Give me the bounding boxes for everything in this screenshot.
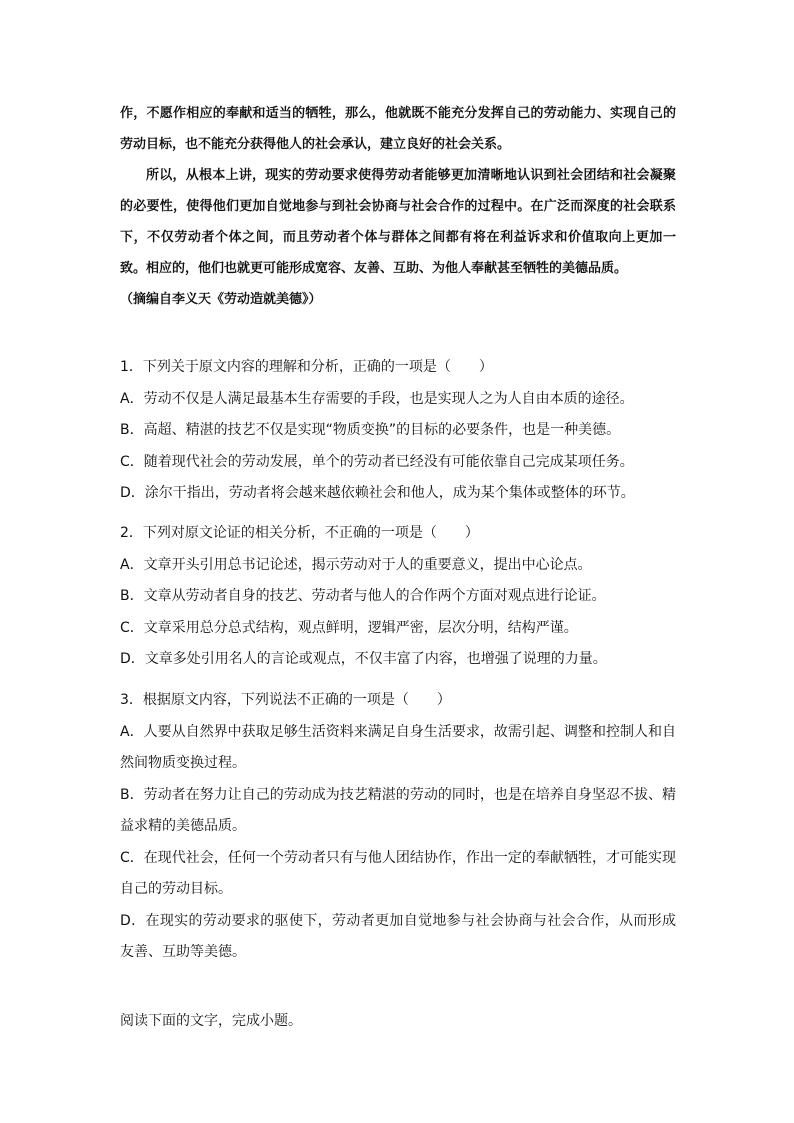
question-stem: 1．下列关于原文内容的理解和分析，正确的一项是（ ） — [120, 359, 493, 375]
option-c: C．随着现代社会的劳动发展，单个的劳动者已经没有可能依靠自己完成某项任务。 — [120, 453, 634, 470]
question-1 — [120, 352, 676, 510]
question-2 — [120, 518, 676, 676]
option-a: A．文章开头引用总书记论述，揭示劳动对于人的重要意义，提出中心论点。 — [120, 556, 592, 573]
passage-source: （摘编自李义天《劳动造就美德》） — [120, 292, 322, 307]
option-b: B．文章从劳动者自身的技艺、劳动者与他人的合作两个方面对观点进行论证。 — [120, 588, 606, 604]
passage-paragraph: 所以，从根本上讲，现实的劳动要求使得劳动者能够更加清晰地认识到社会团结和社会凝聚的必要性，使得他们更加自觉地参与到社会协商与社会合作的过程中。在广泛而深度的社会联系下，不仅劳动者个体之间，而且劳动者个体与群体之间都有将在利益诉求和价值取向上更加一致。相应的，他们也就更可能形成宽容、友善、互助、为他人奉献甚至牺牲的美德品质。 — [120, 168, 676, 276]
option-a: A．人要从自然界中获取足够生活资料来满足自身生活要求，故需引起、调整和控制人和自然间物质变换过程。 — [120, 723, 676, 771]
question-3 — [120, 685, 676, 969]
option-d: D．在现实的劳动要求的驱使下，劳动者更加自觉地参与社会协商与社会合作，从而形成友善、互助等美德。 — [120, 912, 676, 960]
option-c: C．文章采用总分总式结构，观点鲜明，逻辑严密，层次分明，结构严谨。 — [120, 619, 578, 636]
option-c: C．在现代社会，任何一个劳动者只有与他人团结协作，作出一定的奉献牺牲，才可能实现自己的劳动目标。 — [120, 849, 676, 897]
option-d: D．文章多处引用名人的言论或观点，不仅丰富了内容，也增强了说理的力量。 — [120, 651, 607, 667]
question-stem: 3．根据原文内容，下列说法不正确的一项是（ ） — [120, 692, 451, 708]
question-stem: 2．下列对原文论证的相关分析，不正确的一项是（ ） — [120, 525, 479, 541]
option-b: B．高超、精湛的技艺不仅是实现“物质变换”的目标的必要条件，也是一种美德。 — [120, 422, 621, 438]
option-b: B．劳动者在努力让自己的劳动成为技艺精湛的劳动的同时，也是在培养自身坚忍不拔、精益求精的美德品质。 — [120, 786, 676, 834]
option-a: A．劳动不仅是人满足最基本生存需要的手段，也是实现人之为人自由本质的途径。 — [120, 390, 634, 407]
option-d: D．涂尔干指出，劳动者将会越来越依赖社会和他人，成为某个集体或整体的环节。 — [120, 485, 635, 501]
reading-passage — [120, 98, 676, 315]
reading-instruction: 阅读下面的文字，完成小题。 — [120, 1013, 302, 1029]
passage-paragraph: 作，不愿作相应的奉献和适当的牺牲，那么，他就既不能充分发挥自己的劳动能力、实现自己的劳动目标，也不能充分获得他人的社会承认，建立良好的社会关系。 — [120, 106, 676, 152]
